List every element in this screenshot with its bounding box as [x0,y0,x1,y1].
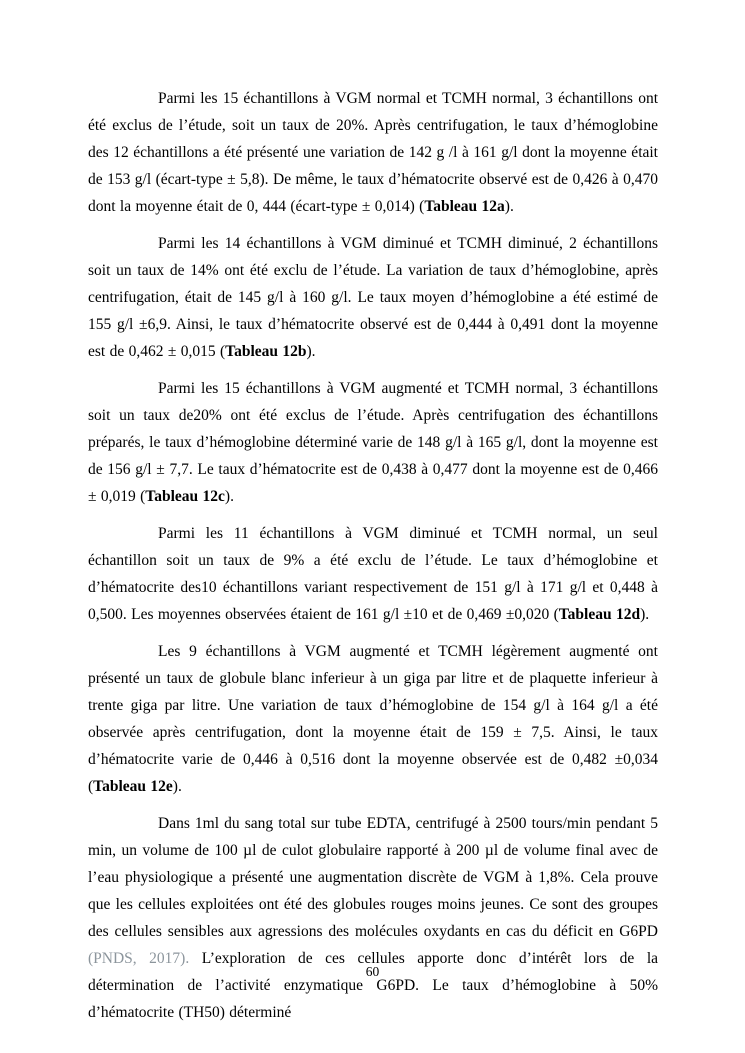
paragraph [88,375,658,510]
body-text-segment: L’exploration de ces cellules apporte donc d’intérêt lors de la détermination de l’activité enzymatique G6PD. Le taux d’hémoglobine à 50% d’hématocrite (TH50) déterminé [88,950,659,1021]
body-text-segment: ). [306,343,316,360]
table-reference-text: Tableau 12a [424,198,505,215]
table-reference-text: Tableau 12b [225,343,307,360]
paragraph [88,638,658,800]
paragraph [88,810,658,1026]
page-body [88,85,658,1026]
body-text-segment: ). [504,198,514,215]
body-text-segment: ). [224,488,234,505]
body-text-segment: Dans 1ml du sang total sur tube EDTA, centrifugé à 2500 tours/min pendant 5 min, un volume de 100 µl de culot globulaire rapporté à 200 µl de volume final avec de l’eau physiologique a présenté une augmentation discrète de VGM à 1,8%. Cela prouve que les cellules exploitées ont été des globules rouges moins jeunes. Ce sont des groupes des cellules sensibles aux agressions des molécules oxydants en cas du déficit en G6PD [88,815,658,940]
paragraph [88,520,658,628]
body-text-segment: Les 9 échantillons à VGM augmenté et TCMH légèrement augmenté ont présenté un taux de globule blanc inferieur à un giga par litre et de plaquette inferieur à trente giga par litre. Une variation de taux d’hémoglobine de 154 g/l à 164 g/l a été observée après centrifugation, dont la moyenne était de 159 ± 7,5. Ainsi, le taux d’hématocrite varie de 0,446 à 0,516 dont la moyenne observée est de 0,482 ±0,034 ( [88,643,658,795]
page-number: 60 [365,964,380,979]
body-text-segment: Parmi les 15 échantillons à VGM augmenté et TCMH normal, 3 échantillons soit un taux de20% ont été exclus de l’étude. Après centrifugation des échantillons préparés, le taux d’hémoglobine déterminé varie de 148 g/l à 165 g/l, dont la moyenne est de 156 g/l ± 7,7. Le taux d’hématocrite est de 0,438 à 0,477 dont la moyenne est de 0,466 ± 0,019 ( [88,380,658,505]
paragraph [88,230,658,365]
body-text-segment: Parmi les 15 échantillons à VGM normal et TCMH normal, 3 échantillons ont été exclus de l’étude, soit un taux de 20%. Après centrifugation, le taux d’hémoglobine des 12 échantillons a été présenté une variation de 142 g /l à 161 g/l dont la moyenne était de 153 g/l (écart-type ± 5,8). De même, le taux d’hématocrite observé est de 0,426 à 0,470 dont la moyenne était de 0, 444 (écart-type ± 0,014) ( [88,90,658,215]
table-reference-text: Tableau 12c [145,488,225,505]
body-text-segment: Parmi les 11 échantillons à VGM diminué et TCMH normal, un seul échantillon soit un taux de 9% a été exclu de l’étude. Le taux d’hémoglobine et d’hématocrite des10 échantillons variant respectivement de 151 g/l à 171 g/l et 0,448 à 0,500. Les moyennes observées étaient de 161 g/l ±10 et de 0,469 ±0,020 ( [88,525,658,623]
body-text-segment: Parmi les 14 échantillons à VGM diminué et TCMH diminué, 2 échantillons soit un taux de 14% ont été exclu de l’étude. La variation de taux d’hémoglobine, après centrifugation, était de 145 g/l à 160 g/l. Le taux moyen d’hémoglobine a été estimé de 155 g/l ±6,9. Ainsi, le taux d’hématocrite observé est de 0,444 à 0,491 dont la moyenne est de 0,462 ± 0,015 ( [88,235,658,360]
body-text-segment: ). [640,606,650,623]
citation-text: (PNDS, 2017). [88,950,190,967]
paragraph [88,85,658,220]
table-reference-text: Tableau 12e [93,778,173,795]
table-reference-text: Tableau 12d [558,606,641,623]
body-text-segment: ). [172,778,182,795]
